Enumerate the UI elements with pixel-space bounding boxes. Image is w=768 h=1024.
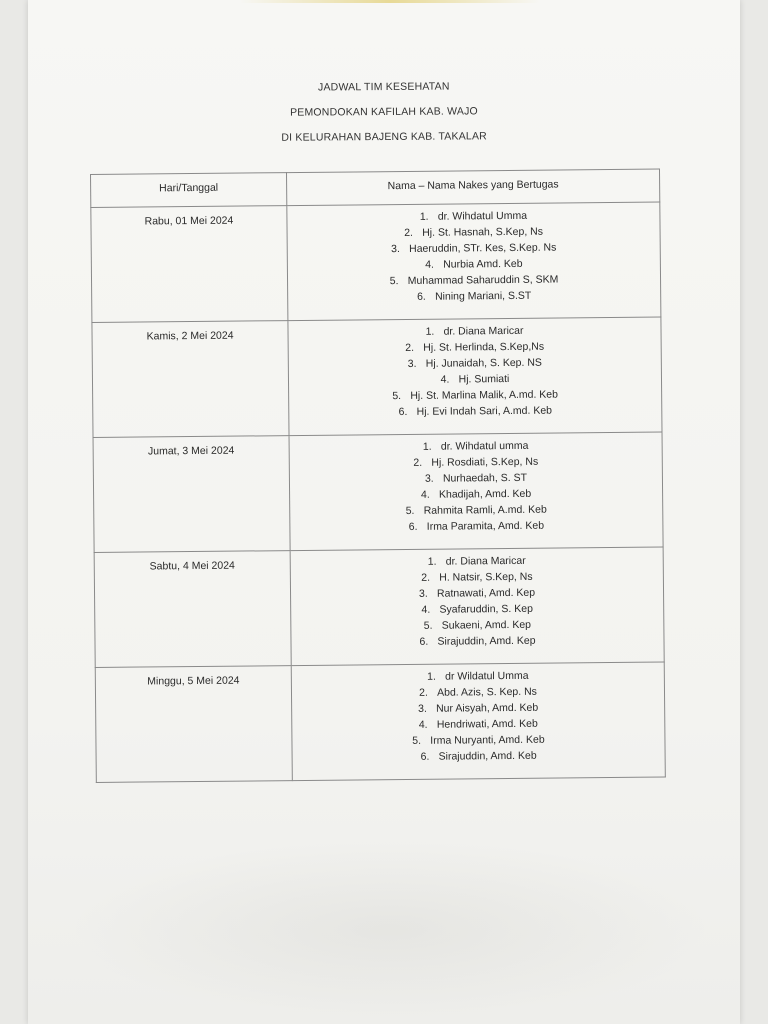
list-number: 2. — [413, 456, 423, 469]
list-number: 6. — [416, 290, 426, 303]
staff-name: Sukaeni, Amd. Kep — [441, 618, 532, 632]
list-number: 4. — [421, 603, 431, 616]
staff-name: Irma Paramita, Amd. Keb — [426, 519, 545, 533]
list-number: 1. — [422, 440, 432, 453]
list-number: 4. — [420, 488, 430, 501]
staff-name: Hj. Junaidah, S. Kep. NS — [425, 356, 542, 370]
staff-list — [288, 207, 659, 307]
title-line-2: PEMONDOKAN KAFILAH KAB. WAJO — [290, 105, 478, 119]
staff-name: dr. Diana Maricar — [443, 324, 524, 338]
staff-name: Nur Aisyah, Amd. Keb — [436, 701, 539, 715]
column-header-names: Nama – Nama Nakes yang Bertugas — [286, 169, 659, 206]
paper-edge-mark — [240, 0, 540, 3]
staff-name: Abd. Azis, S. Kep. Ns — [437, 685, 537, 699]
staff-name: Ratnawati, Amd. Kep — [436, 586, 536, 600]
day-cell: Kamis, 2 Mei 2024 — [92, 321, 289, 438]
staff-list — [293, 667, 664, 767]
list-number: 3. — [424, 472, 434, 485]
staff-list — [292, 552, 663, 652]
staff-list — [291, 437, 662, 537]
list-number: 5. — [423, 619, 433, 632]
staff-list-item — [294, 747, 664, 767]
day-cell: Minggu, 5 Mei 2024 — [95, 666, 292, 783]
paper-shadow — [70, 840, 710, 1020]
table-row — [95, 662, 665, 782]
list-number: 2. — [405, 341, 415, 354]
staff-name: Syafaruddin, S. Kep — [439, 602, 533, 616]
staff-name: dr Wildatul Umma — [445, 669, 529, 683]
staff-name: Hj. Rosdiati, S.Kep, Ns — [431, 455, 539, 469]
title-line-3: DI KELURAHAN BAJENG KAB. TAKALAR — [281, 130, 487, 144]
table-row — [93, 432, 663, 552]
staff-name: Hj. St. Herlinda, S.Kep,Ns — [423, 340, 545, 354]
staff-list — [289, 322, 660, 422]
schedule-table-wrapper — [90, 169, 666, 783]
staff-name: Irma Nuryanti, Amd. Keb — [430, 733, 545, 747]
list-number: 1. — [425, 325, 435, 338]
staff-name: Khadijah, Amd. Keb — [438, 487, 532, 501]
table-body — [91, 202, 665, 782]
day-cell: Jumat, 3 Mei 2024 — [93, 436, 290, 553]
staff-list-item — [290, 402, 660, 422]
staff-name: dr. Diana Maricar — [445, 554, 526, 568]
list-number: 1. — [427, 670, 436, 683]
names-cell — [289, 432, 663, 551]
list-number: 3. — [418, 587, 428, 600]
list-number: 3. — [418, 702, 427, 715]
column-header-day: Hari/Tanggal — [91, 173, 287, 208]
document-title — [0, 75, 768, 155]
staff-name: dr. Wihdatul umma — [440, 439, 529, 453]
staff-name: Rahmita Ramli, A.md. Keb — [423, 503, 547, 517]
staff-name: Hj. Sumiati — [458, 372, 510, 386]
list-number: 6. — [419, 635, 429, 648]
staff-name: Sirajuddin, Amd. Kep — [437, 634, 536, 648]
list-number: 5. — [389, 275, 399, 288]
staff-name: Nurhaedah, S. ST — [442, 471, 528, 485]
staff-name: Hj. St. Marlina Malik, A.md. Keb — [410, 388, 559, 402]
staff-name: H. Natsir, S.Kep, Ns — [439, 570, 533, 584]
list-number: 4. — [425, 258, 435, 271]
staff-name: Sirajuddin, Amd. Keb — [438, 749, 537, 763]
list-number: 4. — [440, 373, 450, 386]
list-number: 1. — [419, 210, 429, 223]
names-cell — [287, 202, 661, 321]
table-row — [91, 202, 661, 322]
staff-name: Haeruddin, STr. Kes, S.Kep. Ns — [409, 241, 557, 255]
names-cell — [290, 547, 664, 666]
list-number: 5. — [405, 504, 415, 517]
list-number: 5. — [412, 734, 422, 747]
list-number: 4. — [418, 718, 428, 731]
list-number: 1. — [427, 555, 437, 568]
list-number: 3. — [407, 357, 417, 370]
list-number: 6. — [420, 750, 430, 763]
list-number: 6. — [408, 520, 418, 533]
list-number: 2. — [421, 571, 431, 584]
title-line-1: JADWAL TIM KESEHATAN — [317, 80, 450, 94]
table-row — [94, 547, 664, 667]
staff-list-item — [291, 517, 661, 537]
table-row — [92, 317, 662, 437]
staff-name: Hj. St. Hasnah, S.Kep, Ns — [422, 225, 544, 239]
staff-list-item — [292, 632, 662, 652]
list-number: 3. — [391, 243, 400, 256]
schedule-table — [90, 169, 666, 783]
table-header-row — [91, 169, 660, 207]
staff-list-item — [289, 287, 659, 307]
names-cell — [291, 662, 665, 781]
staff-name: dr. Wihdatul Umma — [437, 209, 528, 223]
staff-name: Hendriwati, Amd. Keb — [436, 717, 538, 731]
names-cell — [288, 317, 662, 436]
list-number: 6. — [398, 405, 408, 419]
staff-name: Muhammad Saharuddin S, SKM — [407, 273, 559, 287]
staff-name: Nining Mariani, S.ST — [434, 289, 532, 303]
list-number: 2. — [419, 686, 428, 699]
day-cell: Sabtu, 4 Mei 2024 — [94, 551, 291, 668]
staff-name: Hj. Evi Indah Sari, A.md. Keb — [416, 404, 553, 418]
staff-name: Nurbia Amd. Keb — [443, 257, 523, 271]
list-number: 5. — [392, 390, 402, 403]
day-cell: Rabu, 01 Mei 2024 — [91, 206, 288, 323]
list-number: 2. — [404, 226, 413, 239]
